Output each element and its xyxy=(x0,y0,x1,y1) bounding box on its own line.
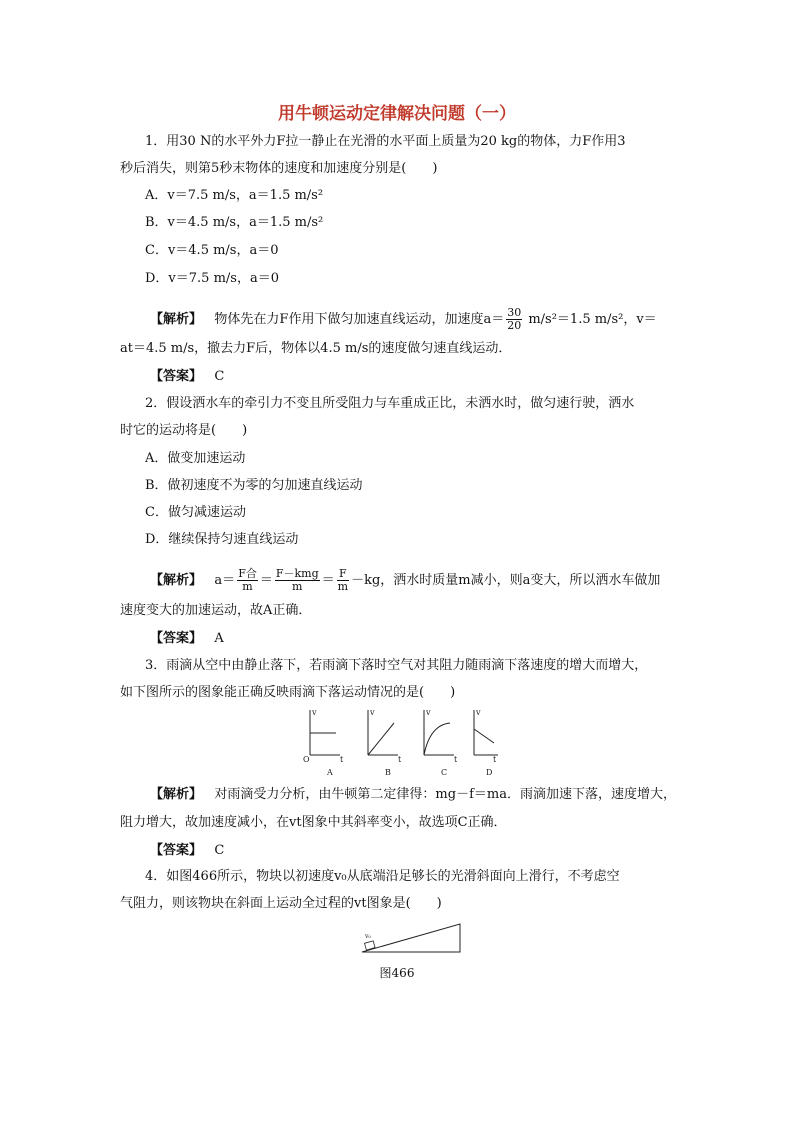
q1-fraction xyxy=(506,307,522,332)
q1-answer xyxy=(150,369,224,385)
graph-a-v-label: v xyxy=(312,708,317,717)
incline-slope xyxy=(362,924,460,952)
q1-answer-value: C xyxy=(214,369,225,384)
q3-analysis-text: 对雨滴受力分析，由牛顿第二定律得：mg－f＝ma．雨滴加速下落，速度增大， xyxy=(214,787,676,802)
q1-analysis-label: 【解析】 xyxy=(150,312,203,327)
q1-option-a: A．v＝7.5 m/s，a＝1.5 m/s² xyxy=(145,188,324,203)
q3-answer-value: C xyxy=(214,843,225,858)
q2-f2-den: m xyxy=(292,580,303,593)
q3-graphs-figure xyxy=(300,705,500,780)
q2-f3-num: F xyxy=(337,568,349,581)
q2-stem-line1: 2．假设洒水车的牵引力不变且所受阻力与车重成正比，未洒水时，做匀速行驶，洒水 xyxy=(145,396,635,411)
graph-b-t-label: t xyxy=(398,755,402,764)
q2-answer-value: A xyxy=(214,631,224,646)
q1-answer-label: 【答案】 xyxy=(150,369,203,384)
q2-analysis-line2: 速度变大的加速运动，故A正确． xyxy=(120,603,312,618)
graph-d-caption: D xyxy=(486,768,493,777)
incline-figure xyxy=(360,918,470,958)
q1-analysis-line2: at＝4.5 m/s，撤去力F后，物体以4.5 m/s的速度做匀速直线运动． xyxy=(120,341,512,356)
q3-answer xyxy=(150,843,224,859)
v0-label: v₀ xyxy=(365,933,371,940)
q2-answer-label: 【答案】 xyxy=(150,631,203,646)
q1-analysis xyxy=(150,307,657,332)
graph-a-o-label: O xyxy=(303,755,310,764)
q2-option-b: B．做初速度不为零的匀加速直线运动 xyxy=(145,478,363,493)
q1-frac-den: 20 xyxy=(507,319,522,332)
q3-analysis-label: 【解析】 xyxy=(150,787,203,802)
q1-stem-line2: 秒后消失，则第5秒末物体的速度和加速度分别是( ) xyxy=(120,161,438,176)
q3-answer-label: 【答案】 xyxy=(150,843,203,858)
graph-b-v-label: v xyxy=(370,708,375,717)
graph-a-caption: A xyxy=(327,768,333,777)
q1-option-d: D．v＝7.5 m/s，a＝0 xyxy=(145,271,279,286)
graph-d-t-label: t xyxy=(493,755,497,764)
q2-answer xyxy=(150,631,224,647)
graph-a-t-label: t xyxy=(340,755,344,764)
q2-f2-num: F－kmg xyxy=(275,567,319,580)
q1-option-b: B．v＝4.5 m/s，a＝1.5 m/s² xyxy=(145,215,324,230)
page-title: 用牛顿运动定律解决问题（一） xyxy=(278,104,516,124)
graph-d-curve xyxy=(474,729,494,743)
q4-stem-line1: 4．如图466所示，物块以初速度v₀从底端沿足够长的光滑斜面向上滑行，不考虑空 xyxy=(145,869,620,884)
graph-b-caption: B xyxy=(385,768,391,777)
graph-c-curve xyxy=(424,723,450,755)
q1-option-c: C．v＝4.5 m/s，a＝0 xyxy=(145,243,279,258)
q2-fraction-1 xyxy=(237,568,258,593)
q2-eq1: ＝ xyxy=(259,573,273,588)
q1-analysis-text-b: m/s²＝1.5 m/s²，v＝ xyxy=(524,312,657,327)
graph-c-caption: C xyxy=(441,768,448,777)
q2-analysis-label: 【解析】 xyxy=(150,573,203,588)
graph-c-t-label: t xyxy=(454,755,458,764)
q2-analysis xyxy=(150,568,660,593)
q3-analysis-line2: 阻力增大，故加速度减小，在vt图象中其斜率变小，故选项C正确． xyxy=(120,815,507,830)
q2-option-a: A．做变加速运动 xyxy=(145,451,246,466)
q1-frac-num: 30 xyxy=(507,306,522,319)
graph-c-v-label: v xyxy=(426,708,431,717)
q2-fraction-3 xyxy=(337,568,349,593)
q2-f1-den: m xyxy=(242,580,253,593)
q2-option-c: C．做匀减速运动 xyxy=(145,505,246,520)
q1-analysis-text-a: 物体先在力F作用下做匀加速直线运动，加速度a＝ xyxy=(214,312,505,327)
q4-figure-caption: 图466 xyxy=(379,966,415,980)
q3-analysis xyxy=(150,787,676,803)
q2-fraction-2 xyxy=(275,568,320,593)
q2-f1-num: F合 xyxy=(238,567,257,580)
graph-d-v-label: v xyxy=(476,708,481,717)
graph-b-curve xyxy=(368,723,394,755)
q2-eq2: ＝ xyxy=(321,573,335,588)
q2-analysis-tail: －kg，洒水时质量m减小，则a变大，所以洒水车做加 xyxy=(351,573,661,588)
q2-a-eq: a＝ xyxy=(214,573,236,588)
q2-stem-line2: 时它的运动将是( ) xyxy=(120,423,248,438)
q4-stem-line2: 气阻力，则该物块在斜面上运动全过程的vt图象是( ) xyxy=(120,896,442,911)
q3-stem-line1: 3．雨滴从空中由静止落下，若雨滴下落时空气对其阻力随雨滴下落速度的增大而增大， xyxy=(145,658,648,673)
q2-f3-den: m xyxy=(337,580,349,593)
q1-stem-line1: 1．用30 N的水平外力F拉一静止在光滑的水平面上质量为20 kg的物体，力F作用3 xyxy=(145,134,626,149)
q2-option-d: D．继续保持匀速直线运动 xyxy=(145,532,299,547)
q3-stem-line2: 如下图所示的图象能正确反映雨滴下落运动情况的是( ) xyxy=(120,685,456,700)
